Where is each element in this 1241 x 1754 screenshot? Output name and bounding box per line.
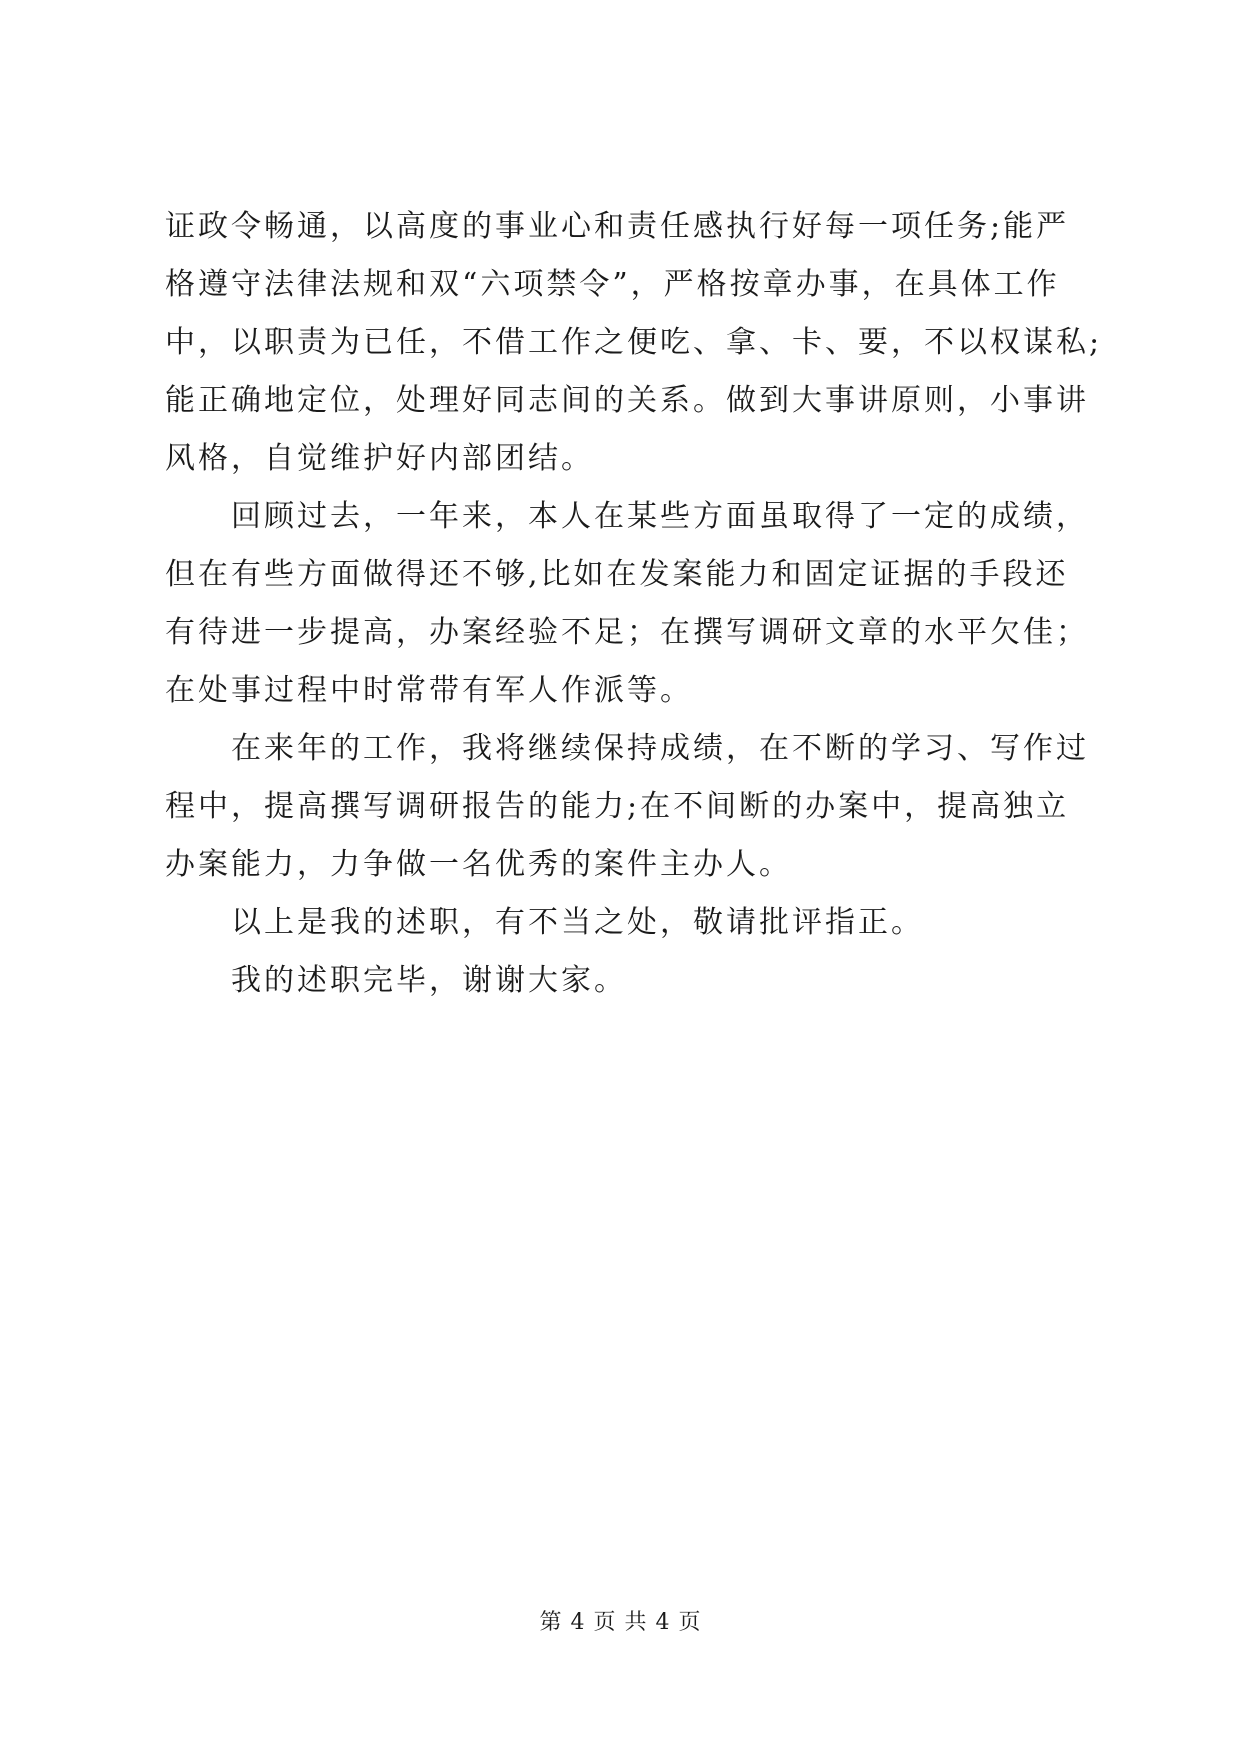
page-number-footer: 第 4 页 共 4 页	[539, 1610, 702, 1635]
paragraph	[165, 952, 1085, 1010]
text-line: 以上是我的述职，有不当之处，敬请批评指正。	[231, 905, 924, 940]
text-line: 格遵守法律法规和双“六项禁令”，严格按章办事，在具体工作	[165, 267, 1060, 302]
text-line: 我的述职完毕，谢谢大家。	[231, 963, 627, 998]
text-line: 但在有些方面做得还不够,比如在发案能力和固定证据的手段还	[165, 557, 1069, 592]
text-line: 中，以职责为已任，不借工作之便吃、拿、卡、要，不以权谋私;	[165, 325, 1103, 360]
paragraph	[165, 488, 1089, 720]
document-body	[165, 198, 1103, 1010]
text-line: 程中，提高撰写调研报告的能力;在不间断的办案中，提高独立	[165, 789, 1070, 824]
text-line: 回顾过去，一年来，本人在某些方面虽取得了一定的成绩，	[231, 499, 1089, 534]
paragraph	[165, 894, 1085, 952]
text-line: 风格，自觉维护好内部团结。	[165, 441, 594, 476]
text-line: 能正确地定位，处理好同志间的关系。做到大事讲原则，小事讲	[165, 383, 1089, 418]
text-line: 在来年的工作，我将继续保持成绩，在不断的学习、写作过	[231, 731, 1089, 766]
text-line: 证政令畅通，以高度的事业心和责任感执行好每一项任务;能严	[165, 209, 1070, 244]
text-line: 办案能力，力争做一名优秀的案件主办人。	[165, 847, 792, 882]
paragraph	[165, 198, 1103, 488]
text-line: 有待进一步提高，办案经验不足；在撰写调研文章的水平欠佳；	[165, 615, 1089, 650]
text-line: 在处事过程中时常带有军人作派等。	[165, 673, 693, 708]
paragraph	[165, 720, 1089, 894]
